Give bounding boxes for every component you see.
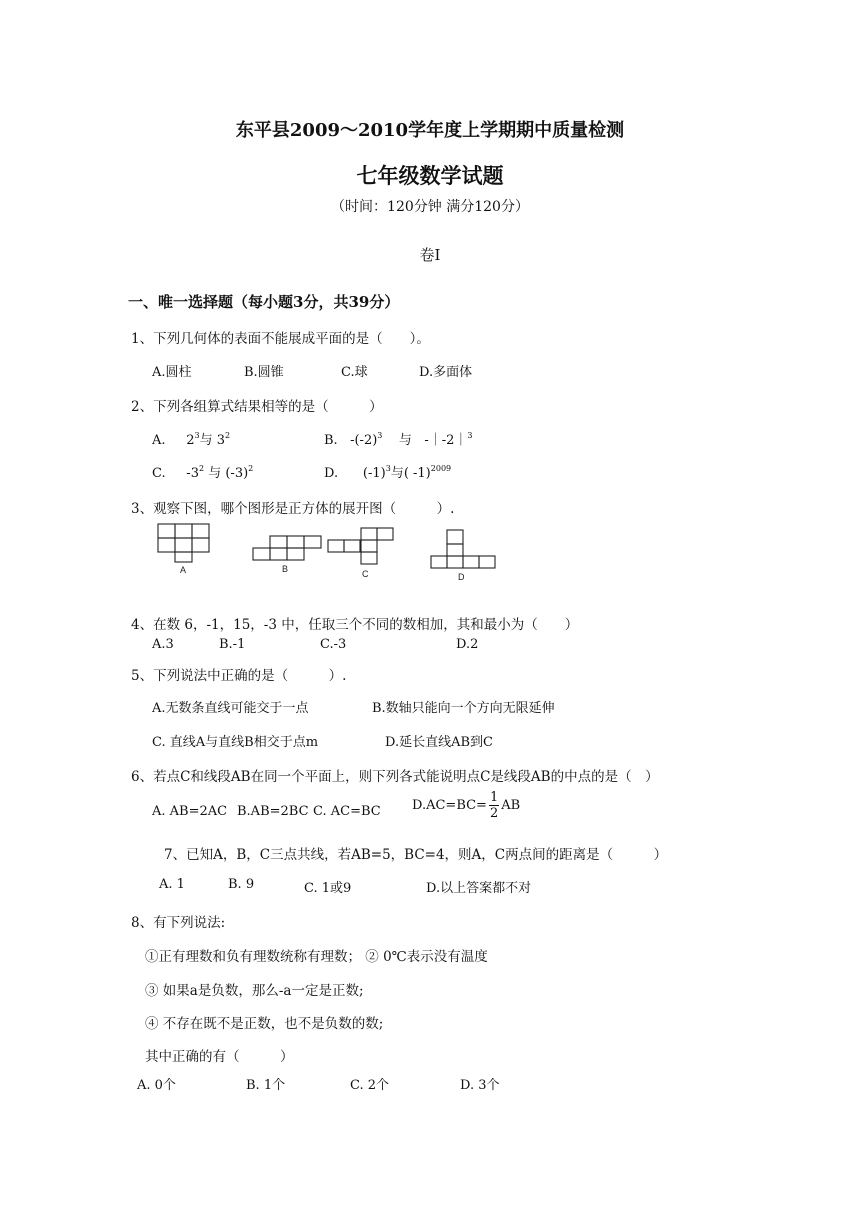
q5-option-c: C. 直线A与直线B相交于点m	[152, 735, 319, 750]
q5-option-b: B.数轴只能向一个方向无限延伸	[372, 701, 555, 716]
exam-subject-title: 七年级数学试题	[356, 163, 504, 188]
exam-volume-label: 卷Ⅰ	[419, 246, 441, 264]
q7-option-b: B. 9	[228, 877, 255, 892]
q8-option-c: C. 2个	[350, 1078, 390, 1093]
q1-option-b: B.圆锥	[244, 365, 284, 380]
q8-option-a: A. 0个	[137, 1078, 176, 1093]
question-1-stem: 1、下列几何体的表面不能展成平面的是（ ）。	[131, 331, 430, 347]
q3-figure-b	[250, 532, 325, 576]
q4-option-a: A.3	[152, 637, 174, 652]
q3-figure-d-label: D	[458, 572, 465, 582]
question-4-stem: 4、在数 6，-1，15，-3 中，任取三个不同的数相加，其和最小为（ ）	[131, 617, 579, 633]
q7-option-c: C. 1或9	[304, 881, 352, 896]
section-heading: 一、唯一选择题（每小题3分，共39分）	[128, 293, 400, 311]
exam-title: 东平县2009～2010学年度上学期期中质量检测	[235, 120, 625, 141]
q8-option-b: B. 1个	[246, 1078, 286, 1093]
q3-figure-c-label: C	[362, 569, 369, 579]
question-7-stem: 7、已知A，B，C三点共线，若AB=5，BC=4，则A，C两点间的距离是（ ）	[164, 847, 668, 863]
exam-time-note: （时间：120分钟 满分120分）	[331, 199, 529, 215]
q1-option-a: A.圆柱	[152, 365, 192, 380]
question-8-stem: 8、有下列说法:	[131, 915, 226, 931]
q4-option-b: B.-1	[219, 637, 246, 652]
q3-figure-c	[325, 524, 397, 580]
q7-option-d: D.以上答案都不对	[426, 881, 532, 896]
q4-option-c: C.-3	[320, 637, 347, 652]
q8-statement-3: ③ 如果a是负数，那么-a一定是正数;	[145, 983, 364, 999]
q1-option-d: D.多面体	[419, 365, 473, 380]
question-5-stem: 5、下列说法中正确的是（ ）.	[131, 668, 347, 684]
q3-figure-d	[428, 526, 500, 584]
q3-figure-a	[154, 520, 216, 576]
q2-option-d: D. $(-1)^3$与( -1)$^{2009}$	[324, 464, 452, 481]
q7-option-a: A. 1	[159, 877, 185, 892]
q2-option-b: B. $-(-2)^3$ 与 -｜-2｜$^3$	[324, 431, 473, 448]
q8-prompt: 其中正确的有（ ）	[145, 1049, 294, 1065]
q6-option-d: D.AC=BC= $\frac{1}{2}$ AB	[412, 790, 521, 821]
q5-option-a: A.无数条直线可能交于一点	[152, 701, 309, 716]
q6-option-a: A. AB=2AC	[152, 804, 228, 819]
question-6-stem: 6、若点C和线段AB在同一个平面上，则下列各式能说明点C是线段AB的中点的是（ ）	[131, 769, 659, 785]
q1-option-c: C.球	[341, 365, 368, 380]
q6-fraction: $\frac{1}{2}$	[489, 790, 499, 821]
q3-figure-a-label: A	[180, 565, 187, 575]
q8-statement-4: ④ 不存在既不是正数，也不是负数的数;	[145, 1016, 384, 1032]
q6-option-b: B.AB=2BC	[237, 804, 309, 819]
q8-statement-1-2: ①正有理数和负有理数统称有理数； ② 0℃表示没有温度	[145, 949, 488, 965]
q2-option-c: C. $-3^2$ 与 $(-3)^2$	[152, 464, 254, 481]
q3-figure-b-label: B	[282, 564, 289, 574]
q6-option-c: C. AC=BC	[313, 804, 381, 819]
q2-option-a: A. $2^3$与 $3^2$	[152, 431, 231, 448]
question-3-stem: 3、观察下图，哪个图形是正方体的展开图（ ）.	[131, 501, 455, 517]
q4-option-d: D.2	[456, 637, 479, 652]
q8-option-d: D. 3个	[460, 1078, 500, 1093]
q5-option-d: D.延长直线AB到C	[385, 735, 493, 750]
question-2-stem: 2、下列各组算式结果相等的是（ ）	[131, 399, 383, 415]
